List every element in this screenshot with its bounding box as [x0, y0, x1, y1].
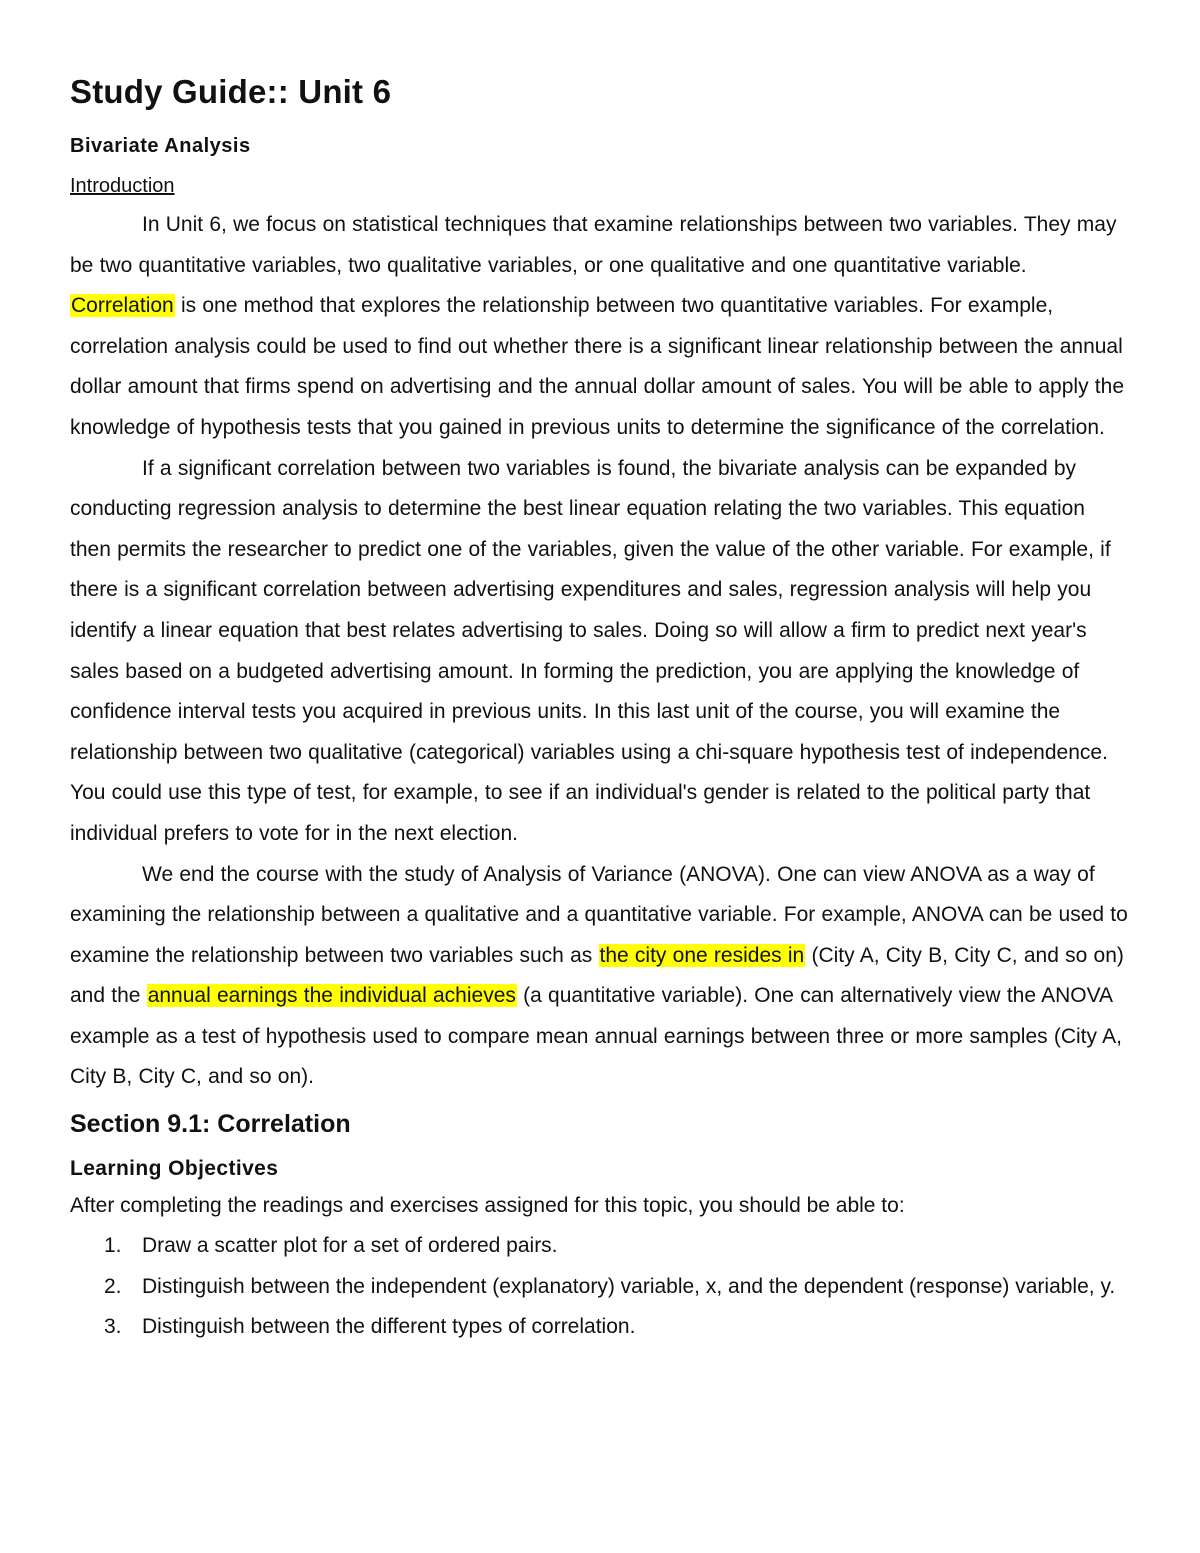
- highlighted-term-correlation: Correlation: [71, 294, 174, 318]
- list-item: [70, 1226, 1132, 1267]
- paragraph-text: is one method that explores the relationship between two quantitative variables. For example, correlation analysis could be used to find out whether there is a significant linear relationship between the annual dollar amount that firms spend on advertising and the annual dollar amount of sales. You will be able to apply the knowledge of hypothesis tests that you gained in previous units to determine the significance of the correlation.: [70, 294, 1125, 439]
- learning-objectives-title: Learning Objectives: [70, 1157, 279, 1181]
- list-item-text: Distinguish between the independent (explanatory) variable, x, and the dependent (response) variable, y.: [142, 1274, 1116, 1298]
- list-number: 1.: [104, 1234, 122, 1258]
- intro-paragraph-2: If a significant correlation between two variables is found, the bivariate analysis can be expanded by conducting regression analysis to determine the best linear equation relating the two variables. This equation then permits the researcher to predict one of the variables, given the value of the other variable. For example, if there is a significant correlation between advertising expenditures and sales, regression analysis will help you identify a linear equation that best relates advertising to sales. Doing so will allow a firm to predict next year's sales based on a budgeted advertising amount. In forming the prediction, you are applying the knowledge of confidence interval tests you acquired in previous units. In this last unit of the course, you will examine the relationship between two qualitative (categorical) variables using a chi-square hypothesis test of independence. You could use this type of test, for example, to see if an individual's gender is related to the political party that individual prefers to vote for in the next election.: [70, 456, 1111, 845]
- intro-paragraph-3: [70, 855, 1132, 1099]
- paragraph-text: (a quantitative variable). One can alternatively view the ANOVA example as a test of hypothesis used to compare mean annual earnings between three or more samples (City A, City B, City C, and so on).: [70, 984, 1122, 1089]
- introduction-label: Introduction: [70, 175, 175, 197]
- list-number: 2.: [104, 1274, 122, 1298]
- objectives-list: [70, 1226, 1132, 1348]
- list-item-text: Distinguish between the different types of correlation.: [142, 1315, 636, 1339]
- intro-paragraph-1: [70, 205, 1132, 449]
- list-number: 3.: [104, 1315, 122, 1339]
- list-item-text: Draw a scatter plot for a set of ordered pairs.: [142, 1234, 558, 1258]
- list-item: [70, 1307, 1132, 1348]
- document-page: [70, 70, 1132, 1348]
- paragraph-text: We end the course with the study of Analysis of Variance (ANOVA). One can view ANOVA as a way of examining the relationship between a qualitative and a quantitative variable. For example, ANOVA can be used to examine the relationship between two variables such as: [70, 862, 1128, 967]
- unit-subtitle: Bivariate Analysis: [70, 135, 251, 157]
- list-item: [70, 1267, 1132, 1308]
- objectives-intro: After completing the readings and exercises assigned for this topic, you should be able to:: [70, 1194, 905, 1218]
- highlighted-phrase-earnings: annual earnings the individual achieves: [147, 984, 516, 1008]
- section-heading: Section 9.1: Correlation: [70, 1110, 351, 1139]
- highlighted-phrase-city: the city one resides in: [599, 943, 805, 967]
- page-title: Study Guide:: Unit 6: [70, 73, 392, 110]
- paragraph-text: In Unit 6, we focus on statistical techniques that examine relationships between two variables. They may be two quantitative variables, two qualitative variables, or one qualitative and one quantitative variable.: [70, 213, 1117, 277]
- paragraph-text: (City A, City B, City C, and so on) and the: [70, 943, 1124, 1008]
